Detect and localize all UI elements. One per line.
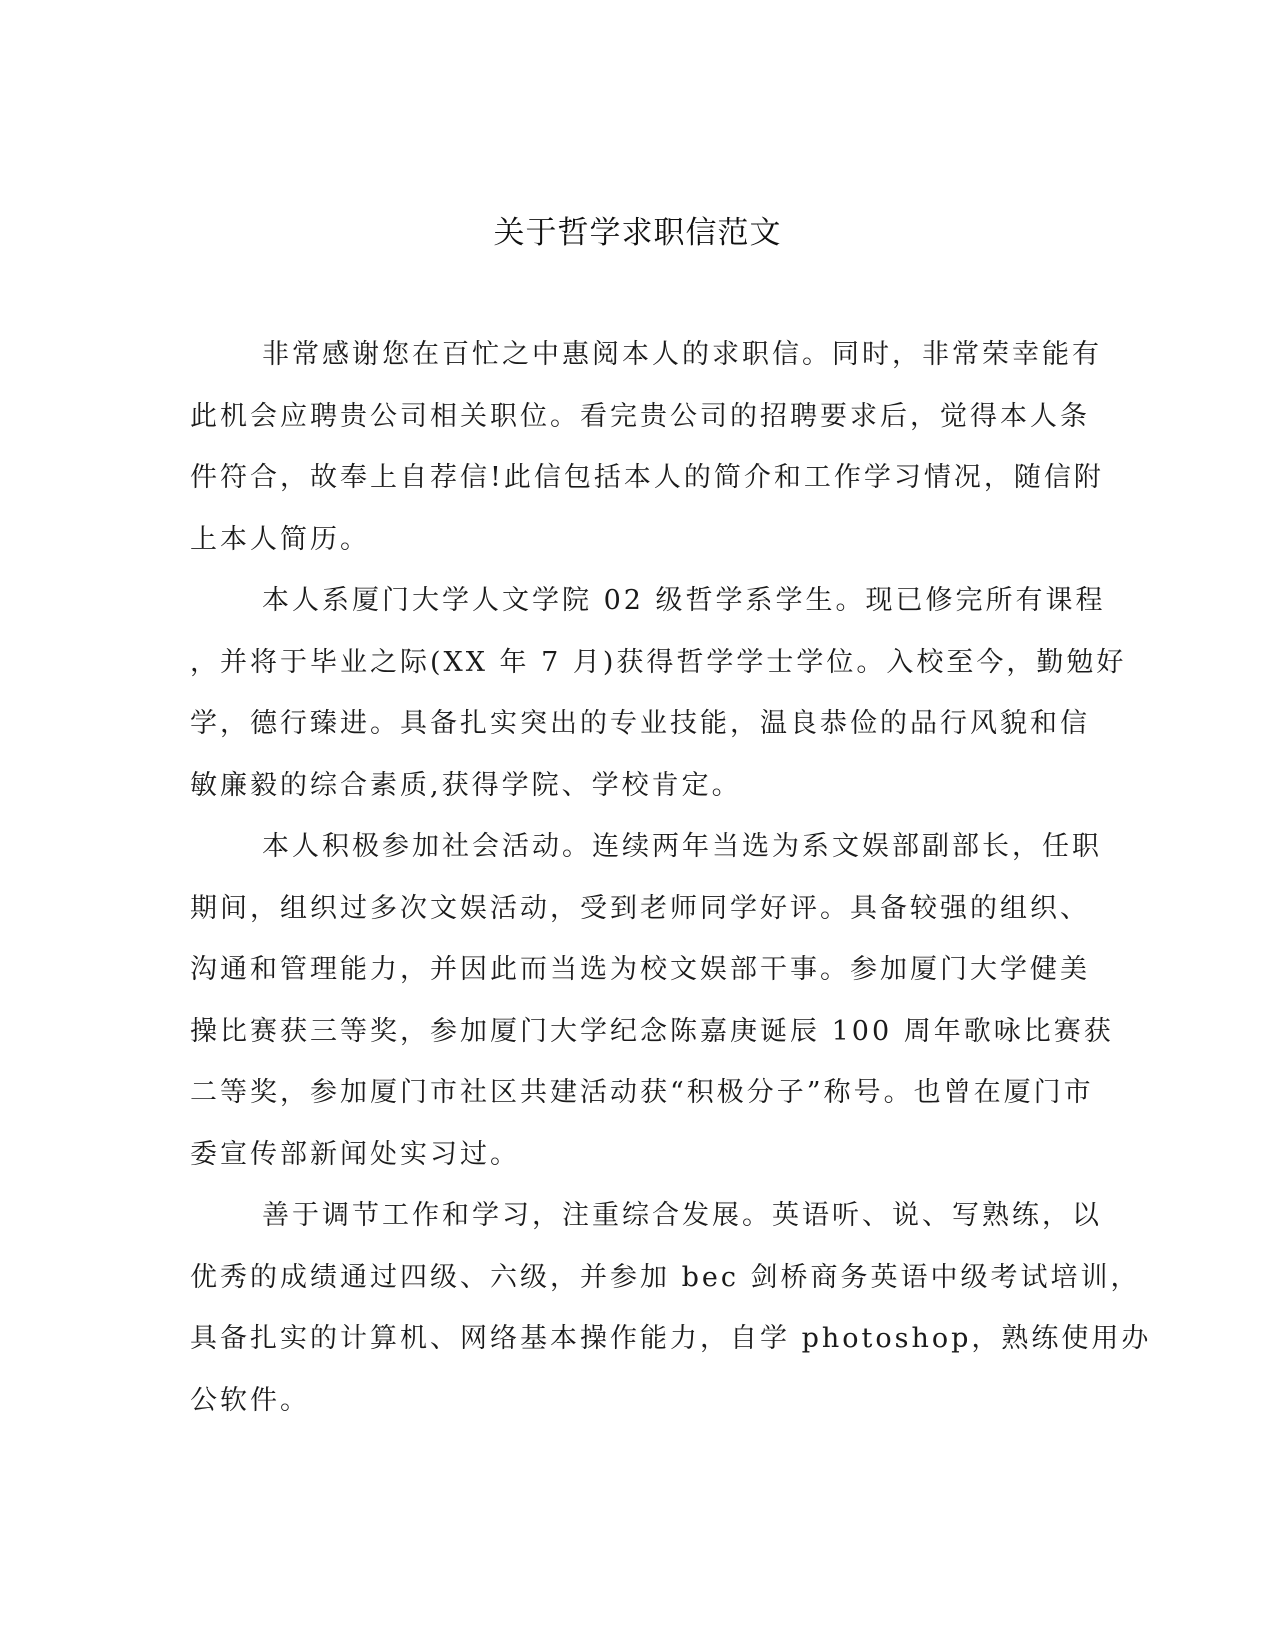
paragraph-line: 委宣传部新闻处实习过。: [190, 1138, 520, 1170]
paragraph-line: 本人积极参加社会活动。连续两年当选为系文娱部副部长，任职: [262, 831, 1102, 862]
paragraph-skills: [190, 1185, 1152, 1431]
paragraph-line: 期间，组织过多次文娱活动，受到老师同学好评。具备较强的组织、: [190, 892, 1090, 924]
paragraph-line: 二等奖，参加厦门市社区共建活动获“积极分子”称号。也曾在厦门市: [190, 1077, 1094, 1108]
paragraph-line: 敏廉毅的综合素质,获得学院、学校肯定。: [190, 769, 742, 801]
document-title: 关于哲学求职信范文: [493, 215, 782, 251]
paragraph-line: 本人系厦门大学人文学院 02 级哲学系学生。现已修完所有课程: [262, 585, 1106, 616]
paragraph-line: 学，德行臻进。具备扎实突出的专业技能，温良恭俭的品行风貌和信: [190, 708, 1090, 739]
paragraph-gratitude: [190, 324, 1104, 570]
paragraph-line: 沟通和管理能力，并因此而当选为校文娱部干事。参加厦门大学健美: [190, 954, 1090, 985]
document-body: [190, 324, 1152, 1431]
paragraph-line: 上本人简历。: [190, 523, 370, 555]
paragraph-line: 非常感谢您在百忙之中惠阅本人的求职信。同时，非常荣幸能有: [262, 339, 1102, 370]
paragraph-line: 件符合，故奉上自荐信!此信包括本人的简介和工作学习情况，随信附: [190, 462, 1104, 493]
paragraph-line: ，并将于毕业之际(XX 年 7 月)获得哲学学士学位。入校至今，勤勉好: [190, 646, 1127, 678]
paragraph-line: 优秀的成绩通过四级、六级，并参加 bec 剑桥商务英语中级考试培训，: [190, 1261, 1141, 1293]
paragraph-line: 此机会应聘贵公司相关职位。看完贵公司的招聘要求后，觉得本人条: [190, 400, 1090, 432]
paragraph-activities: [190, 816, 1114, 1185]
paragraph-line: 善于调节工作和学习，注重综合发展。英语听、说、写熟练，以: [262, 1200, 1102, 1231]
paragraph-line: 公软件。: [190, 1384, 310, 1416]
paragraph-line: 操比赛获三等奖，参加厦门大学纪念陈嘉庚诞辰 100 周年歌咏比赛获: [190, 1015, 1114, 1047]
paragraph-line: 具备扎实的计算机、网络基本操作能力，自学 photoshop，熟练使用办: [190, 1323, 1152, 1354]
paragraph-education: [190, 570, 1127, 816]
